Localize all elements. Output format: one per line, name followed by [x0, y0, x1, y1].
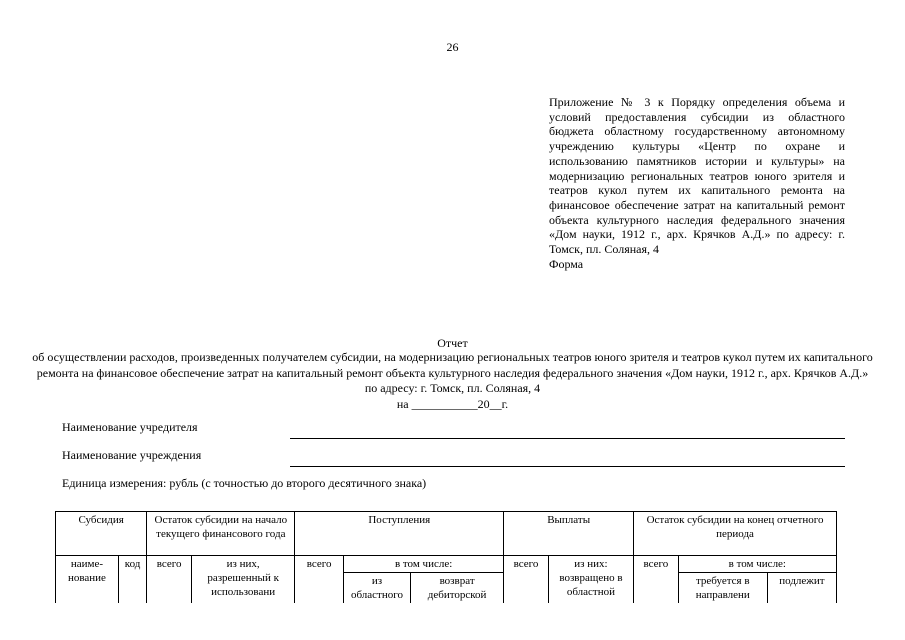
header-balance-end: Остаток субсидии на конец отчетного периода — [634, 512, 837, 556]
founder-label: Наименование учредителя — [62, 420, 198, 434]
header-including-receipts: в том числе: — [344, 556, 504, 573]
institution-label: Наименование учреждения — [62, 448, 202, 462]
header-allowed: из них, разрешенный к использовани — [191, 556, 294, 604]
header-subsidy: Субсидия — [56, 512, 147, 556]
report-title: Отчет — [437, 336, 468, 350]
header-return-debt: возврат дебиторской — [410, 573, 503, 604]
header-name: наиме-нование — [56, 556, 119, 604]
header-total-payments: всего — [504, 556, 549, 604]
report-date-line: на ___________20__г. — [396, 396, 509, 411]
appendix-text: Приложение № 3 к Порядку определения объема и условий предоставления субсидии из областного бюджета областному государственному автономному учреждению культуры «Центр по охране и использованию памятников истории и культуры» на модернизацию региональных театров юного зрителя и театров кукол путем их капитального ремонта на финансовое обеспечение затрат на капитальный ремонт объекта культурного наследия федерального значения «Дом науки, 1912 г., арх. Крячков А.Д.» по адресу: г. Томск, пл. Соляная, 4 — [549, 95, 845, 257]
page-number: 26 — [446, 40, 459, 54]
header-receipts: Поступления — [295, 512, 504, 556]
header-required: требуется в направлени — [678, 573, 767, 604]
header-total-start: всего — [147, 556, 192, 604]
header-total-receipts: всего — [295, 556, 344, 604]
header-returned: из них: возвращено в областной — [548, 556, 633, 604]
report-table — [55, 511, 837, 603]
header-payments: Выплаты — [504, 512, 634, 556]
header-subject: подлежит — [767, 573, 836, 604]
header-total-end: всего — [634, 556, 679, 604]
header-including-end: в том числе: — [678, 556, 836, 573]
form-label: Форма — [549, 256, 584, 271]
header-balance-start: Остаток субсидии на начало текущего финансового года — [147, 512, 295, 556]
header-from-regional: из областного — [344, 573, 411, 604]
report-subtitle: об осуществлении расходов, произведенных получателем субсидии, на модернизацию региональных театров юного зрителя и театров кукол путем их капитального ремонта на финансовое обеспечение затрат на капитальный ремонт объекта культурного наследия федерального значения «Дом науки, 1912 г., арх. Крячков А.Д.» по адресу: г. Томск, пл. Соляная, 4 — [32, 350, 873, 395]
unit-label: Единица измерения: рубль (с точностью до второго десятичного знака) — [62, 476, 427, 490]
header-code: код — [118, 556, 146, 604]
